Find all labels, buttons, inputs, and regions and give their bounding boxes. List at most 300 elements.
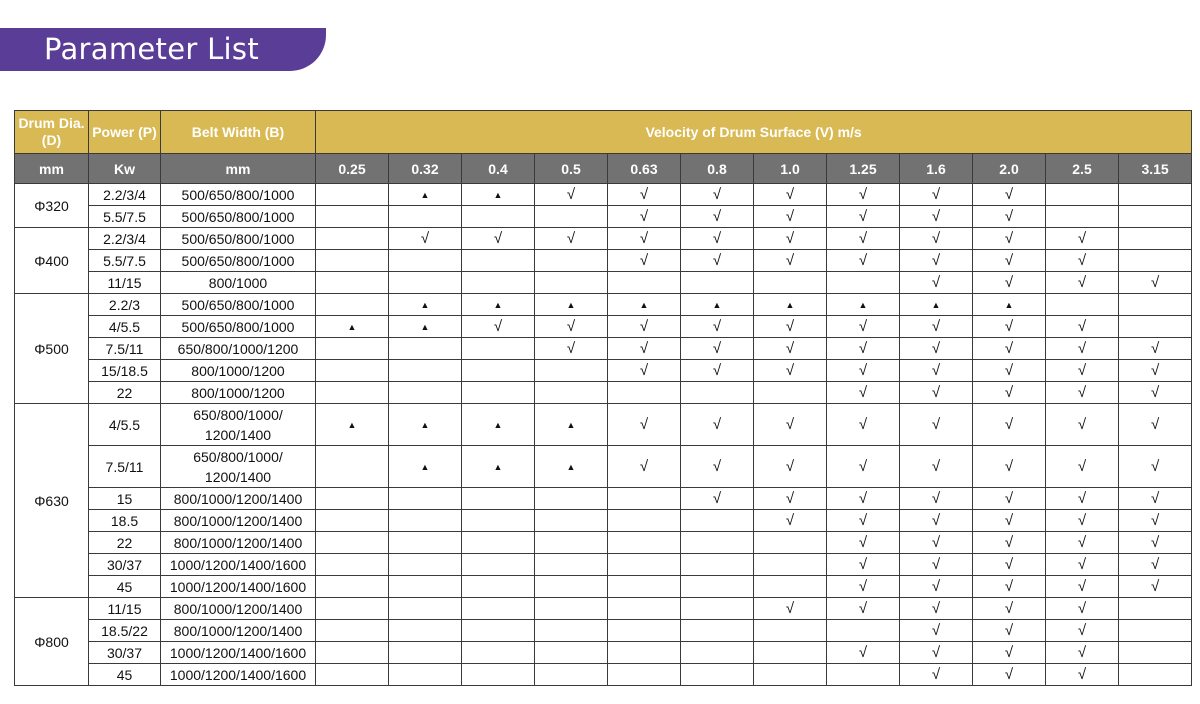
- empty-cell: [316, 184, 389, 206]
- check-mark: √: [608, 316, 681, 338]
- empty-cell: [462, 510, 535, 532]
- check-mark: √: [827, 382, 900, 404]
- check-mark: √: [681, 206, 754, 228]
- empty-cell: [608, 382, 681, 404]
- empty-cell: [608, 576, 681, 598]
- empty-cell: [681, 532, 754, 554]
- empty-cell: [389, 576, 462, 598]
- drum-dia-cell: Φ500: [15, 294, 89, 404]
- check-mark: √: [1046, 228, 1119, 250]
- belt-width-cell: 800/1000/1200/1400: [161, 510, 316, 532]
- empty-cell: [681, 576, 754, 598]
- check-mark: √: [827, 576, 900, 598]
- speed-header: 0.25: [316, 154, 389, 184]
- check-mark: √: [1046, 598, 1119, 620]
- power-cell: 22: [89, 532, 161, 554]
- check-mark: √: [900, 620, 973, 642]
- empty-cell: [389, 360, 462, 382]
- check-mark: √: [1119, 404, 1192, 446]
- check-mark: √: [827, 338, 900, 360]
- power-cell: 45: [89, 664, 161, 686]
- power-cell: 5.5/7.5: [89, 206, 161, 228]
- empty-cell: [316, 446, 389, 488]
- empty-cell: [535, 576, 608, 598]
- belt-width-cell: 1000/1200/1400/1600: [161, 642, 316, 664]
- check-mark: √: [754, 360, 827, 382]
- empty-cell: [608, 642, 681, 664]
- check-mark: √: [1046, 664, 1119, 686]
- drum-dia-cell: Φ630: [15, 404, 89, 598]
- empty-cell: [316, 620, 389, 642]
- check-mark: √: [608, 206, 681, 228]
- belt-width-cell: 800/1000/1200/1400: [161, 488, 316, 510]
- check-mark: √: [827, 360, 900, 382]
- empty-cell: [681, 642, 754, 664]
- check-mark: √: [1046, 446, 1119, 488]
- empty-cell: [462, 620, 535, 642]
- check-mark: √: [900, 316, 973, 338]
- empty-cell: [316, 488, 389, 510]
- check-mark: √: [827, 532, 900, 554]
- check-mark: √: [973, 360, 1046, 382]
- unit-drum: mm: [15, 154, 89, 184]
- check-mark: √: [1046, 360, 1119, 382]
- check-mark: √: [973, 598, 1046, 620]
- check-mark: √: [973, 532, 1046, 554]
- belt-width-cell: 500/650/800/1000: [161, 206, 316, 228]
- empty-cell: [1119, 620, 1192, 642]
- empty-cell: [681, 510, 754, 532]
- power-cell: 2.2/3/4: [89, 228, 161, 250]
- check-mark: √: [1046, 554, 1119, 576]
- empty-cell: [389, 250, 462, 272]
- optional-mark: ▲: [535, 294, 608, 316]
- check-mark: √: [973, 642, 1046, 664]
- check-mark: √: [681, 228, 754, 250]
- empty-cell: [608, 664, 681, 686]
- empty-cell: [316, 532, 389, 554]
- check-mark: √: [827, 316, 900, 338]
- header-velocity: Velocity of Drum Surface (V) m/s: [316, 111, 1192, 154]
- check-mark: √: [535, 228, 608, 250]
- empty-cell: [754, 554, 827, 576]
- table-row: [15, 360, 1192, 382]
- empty-cell: [462, 382, 535, 404]
- belt-width-cell: 1000/1200/1400/1600: [161, 576, 316, 598]
- empty-cell: [608, 510, 681, 532]
- empty-cell: [608, 488, 681, 510]
- table-row: [15, 664, 1192, 686]
- empty-cell: [1119, 228, 1192, 250]
- check-mark: √: [1046, 576, 1119, 598]
- check-mark: √: [1119, 554, 1192, 576]
- table-row: [15, 620, 1192, 642]
- check-mark: √: [1119, 360, 1192, 382]
- empty-cell: [608, 554, 681, 576]
- optional-mark: ▲: [389, 404, 462, 446]
- empty-cell: [389, 206, 462, 228]
- belt-width-cell: 800/1000/1200: [161, 360, 316, 382]
- check-mark: √: [900, 510, 973, 532]
- empty-cell: [462, 532, 535, 554]
- check-mark: √: [1046, 532, 1119, 554]
- power-cell: 22: [89, 382, 161, 404]
- table-row: [15, 576, 1192, 598]
- table-row: [15, 488, 1192, 510]
- unit-power: Kw: [89, 154, 161, 184]
- check-mark: √: [973, 488, 1046, 510]
- check-mark: √: [827, 446, 900, 488]
- check-mark: √: [1046, 272, 1119, 294]
- empty-cell: [316, 554, 389, 576]
- check-mark: √: [900, 250, 973, 272]
- table-row: [15, 184, 1192, 206]
- check-mark: √: [973, 338, 1046, 360]
- parameter-table: [14, 110, 1192, 686]
- table-row: [15, 446, 1192, 488]
- check-mark: √: [900, 228, 973, 250]
- check-mark: √: [608, 228, 681, 250]
- empty-cell: [462, 664, 535, 686]
- check-mark: √: [973, 272, 1046, 294]
- empty-cell: [681, 272, 754, 294]
- empty-cell: [389, 598, 462, 620]
- empty-cell: [316, 294, 389, 316]
- empty-cell: [754, 272, 827, 294]
- empty-cell: [535, 250, 608, 272]
- empty-cell: [1046, 206, 1119, 228]
- check-mark: √: [681, 250, 754, 272]
- table-row: [15, 316, 1192, 338]
- empty-cell: [462, 488, 535, 510]
- check-mark: √: [973, 228, 1046, 250]
- empty-cell: [316, 206, 389, 228]
- table-row: [15, 382, 1192, 404]
- empty-cell: [316, 272, 389, 294]
- check-mark: √: [973, 510, 1046, 532]
- check-mark: √: [681, 446, 754, 488]
- check-mark: √: [973, 206, 1046, 228]
- check-mark: √: [535, 338, 608, 360]
- table-row: [15, 338, 1192, 360]
- check-mark: √: [900, 488, 973, 510]
- empty-cell: [462, 206, 535, 228]
- table-row: [15, 206, 1192, 228]
- speed-header: 0.8: [681, 154, 754, 184]
- check-mark: √: [973, 184, 1046, 206]
- belt-width-cell: 800/1000/1200/1400: [161, 532, 316, 554]
- check-mark: √: [754, 446, 827, 488]
- check-mark: √: [754, 488, 827, 510]
- empty-cell: [1119, 598, 1192, 620]
- page-title: Parameter List: [44, 32, 259, 66]
- power-cell: 2.2/3: [89, 294, 161, 316]
- empty-cell: [535, 206, 608, 228]
- power-cell: 18.5/22: [89, 620, 161, 642]
- check-mark: √: [827, 206, 900, 228]
- belt-width-cell: 800/1000/1200/1400: [161, 620, 316, 642]
- check-mark: √: [1046, 642, 1119, 664]
- check-mark: √: [462, 228, 535, 250]
- empty-cell: [681, 554, 754, 576]
- optional-mark: ▲: [462, 184, 535, 206]
- check-mark: √: [1119, 576, 1192, 598]
- check-mark: √: [973, 664, 1046, 686]
- empty-cell: [462, 360, 535, 382]
- empty-cell: [1119, 642, 1192, 664]
- power-cell: 30/37: [89, 642, 161, 664]
- check-mark: √: [900, 382, 973, 404]
- check-mark: √: [1046, 382, 1119, 404]
- title-banner: [0, 28, 326, 71]
- check-mark: √: [827, 510, 900, 532]
- speed-header: 2.5: [1046, 154, 1119, 184]
- empty-cell: [535, 532, 608, 554]
- empty-cell: [535, 488, 608, 510]
- check-mark: √: [827, 554, 900, 576]
- check-mark: √: [681, 316, 754, 338]
- empty-cell: [316, 642, 389, 664]
- check-mark: √: [1119, 510, 1192, 532]
- belt-width-cell: 1000/1200/1400/1600: [161, 554, 316, 576]
- check-mark: √: [827, 488, 900, 510]
- check-mark: √: [754, 404, 827, 446]
- empty-cell: [389, 338, 462, 360]
- check-mark: √: [1046, 404, 1119, 446]
- empty-cell: [681, 598, 754, 620]
- optional-mark: ▲: [316, 404, 389, 446]
- speed-header: 1.25: [827, 154, 900, 184]
- empty-cell: [681, 382, 754, 404]
- check-mark: √: [1119, 382, 1192, 404]
- check-mark: √: [1046, 250, 1119, 272]
- power-cell: 15/18.5: [89, 360, 161, 382]
- check-mark: √: [462, 316, 535, 338]
- check-mark: √: [754, 338, 827, 360]
- empty-cell: [535, 598, 608, 620]
- check-mark: √: [1119, 532, 1192, 554]
- check-mark: √: [827, 250, 900, 272]
- empty-cell: [1119, 294, 1192, 316]
- empty-cell: [316, 576, 389, 598]
- unit-belt: mm: [161, 154, 316, 184]
- power-cell: 45: [89, 576, 161, 598]
- empty-cell: [1119, 316, 1192, 338]
- check-mark: √: [827, 184, 900, 206]
- empty-cell: [462, 642, 535, 664]
- empty-cell: [535, 360, 608, 382]
- drum-dia-cell: Φ800: [15, 598, 89, 686]
- check-mark: √: [900, 642, 973, 664]
- optional-mark: ▲: [535, 404, 608, 446]
- speed-header: 2.0: [973, 154, 1046, 184]
- power-cell: 15: [89, 488, 161, 510]
- belt-width-cell: 1000/1200/1400/1600: [161, 664, 316, 686]
- belt-width-cell: 500/650/800/1000: [161, 294, 316, 316]
- check-mark: √: [608, 184, 681, 206]
- empty-cell: [389, 510, 462, 532]
- check-mark: √: [608, 446, 681, 488]
- check-mark: √: [900, 446, 973, 488]
- empty-cell: [681, 620, 754, 642]
- speed-header: 0.4: [462, 154, 535, 184]
- speed-header: 3.15: [1119, 154, 1192, 184]
- check-mark: √: [900, 272, 973, 294]
- empty-cell: [389, 664, 462, 686]
- check-mark: √: [754, 598, 827, 620]
- empty-cell: [389, 554, 462, 576]
- optional-mark: ▲: [316, 316, 389, 338]
- check-mark: √: [973, 620, 1046, 642]
- empty-cell: [535, 382, 608, 404]
- empty-cell: [316, 382, 389, 404]
- check-mark: √: [754, 510, 827, 532]
- empty-cell: [827, 620, 900, 642]
- empty-cell: [608, 620, 681, 642]
- power-cell: 30/37: [89, 554, 161, 576]
- check-mark: √: [1119, 272, 1192, 294]
- empty-cell: [1046, 184, 1119, 206]
- empty-cell: [462, 250, 535, 272]
- check-mark: √: [681, 360, 754, 382]
- table-row: [15, 228, 1192, 250]
- check-mark: √: [608, 404, 681, 446]
- empty-cell: [316, 598, 389, 620]
- table-row: [15, 250, 1192, 272]
- check-mark: √: [535, 184, 608, 206]
- check-mark: √: [900, 554, 973, 576]
- belt-width-cell: 500/650/800/1000: [161, 228, 316, 250]
- table-row: [15, 510, 1192, 532]
- empty-cell: [389, 642, 462, 664]
- empty-cell: [608, 598, 681, 620]
- check-mark: √: [900, 404, 973, 446]
- check-mark: √: [827, 598, 900, 620]
- check-mark: √: [827, 404, 900, 446]
- check-mark: √: [900, 338, 973, 360]
- empty-cell: [754, 532, 827, 554]
- header-power: Power (P): [89, 111, 161, 154]
- empty-cell: [754, 382, 827, 404]
- check-mark: √: [973, 404, 1046, 446]
- empty-cell: [316, 360, 389, 382]
- belt-width-cell: 800/1000/1200: [161, 382, 316, 404]
- empty-cell: [462, 338, 535, 360]
- optional-mark: ▲: [681, 294, 754, 316]
- power-cell: 7.5/11: [89, 446, 161, 488]
- optional-mark: ▲: [389, 184, 462, 206]
- belt-width-cell: 650/800/1000/ 1200/1400: [161, 404, 316, 446]
- empty-cell: [754, 664, 827, 686]
- check-mark: √: [754, 228, 827, 250]
- table-row: [15, 642, 1192, 664]
- check-mark: √: [535, 316, 608, 338]
- check-mark: √: [900, 664, 973, 686]
- check-mark: √: [1046, 620, 1119, 642]
- empty-cell: [1119, 184, 1192, 206]
- empty-cell: [754, 642, 827, 664]
- check-mark: √: [900, 184, 973, 206]
- empty-cell: [1119, 250, 1192, 272]
- power-cell: 5.5/7.5: [89, 250, 161, 272]
- check-mark: √: [608, 360, 681, 382]
- drum-dia-cell: Φ320: [15, 184, 89, 228]
- check-mark: √: [1046, 488, 1119, 510]
- empty-cell: [389, 272, 462, 294]
- table-row: [15, 404, 1192, 446]
- check-mark: √: [754, 206, 827, 228]
- empty-cell: [389, 488, 462, 510]
- optional-mark: ▲: [900, 294, 973, 316]
- power-cell: 4/5.5: [89, 316, 161, 338]
- header-row-labels: [15, 111, 1192, 154]
- check-mark: √: [827, 642, 900, 664]
- empty-cell: [608, 532, 681, 554]
- optional-mark: ▲: [754, 294, 827, 316]
- table-row: [15, 532, 1192, 554]
- check-mark: √: [900, 576, 973, 598]
- check-mark: √: [608, 250, 681, 272]
- empty-cell: [316, 510, 389, 532]
- table-body: [15, 184, 1192, 686]
- empty-cell: [1046, 294, 1119, 316]
- check-mark: √: [681, 338, 754, 360]
- check-mark: √: [681, 184, 754, 206]
- check-mark: √: [973, 576, 1046, 598]
- check-mark: √: [681, 404, 754, 446]
- check-mark: √: [1119, 488, 1192, 510]
- empty-cell: [535, 642, 608, 664]
- check-mark: √: [389, 228, 462, 250]
- empty-cell: [462, 576, 535, 598]
- table-row: [15, 554, 1192, 576]
- power-cell: 7.5/11: [89, 338, 161, 360]
- drum-dia-cell: Φ400: [15, 228, 89, 294]
- check-mark: √: [973, 250, 1046, 272]
- empty-cell: [316, 250, 389, 272]
- check-mark: √: [754, 316, 827, 338]
- empty-cell: [316, 228, 389, 250]
- belt-width-cell: 800/1000/1200/1400: [161, 598, 316, 620]
- table-row: [15, 294, 1192, 316]
- optional-mark: ▲: [389, 294, 462, 316]
- empty-cell: [681, 664, 754, 686]
- optional-mark: ▲: [973, 294, 1046, 316]
- belt-width-cell: 800/1000: [161, 272, 316, 294]
- check-mark: √: [754, 184, 827, 206]
- check-mark: √: [827, 228, 900, 250]
- check-mark: √: [681, 488, 754, 510]
- empty-cell: [827, 272, 900, 294]
- optional-mark: ▲: [462, 294, 535, 316]
- empty-cell: [316, 338, 389, 360]
- check-mark: √: [1119, 338, 1192, 360]
- header-row-units: [15, 154, 1192, 184]
- check-mark: √: [973, 446, 1046, 488]
- check-mark: √: [1046, 316, 1119, 338]
- empty-cell: [389, 532, 462, 554]
- header-drum-dia: Drum Dia. (D): [15, 111, 89, 154]
- check-mark: √: [1046, 510, 1119, 532]
- speed-header: 0.5: [535, 154, 608, 184]
- check-mark: √: [1046, 338, 1119, 360]
- empty-cell: [535, 620, 608, 642]
- optional-mark: ▲: [827, 294, 900, 316]
- speed-header: 0.63: [608, 154, 681, 184]
- belt-width-cell: 500/650/800/1000: [161, 184, 316, 206]
- optional-mark: ▲: [462, 446, 535, 488]
- table-row: [15, 272, 1192, 294]
